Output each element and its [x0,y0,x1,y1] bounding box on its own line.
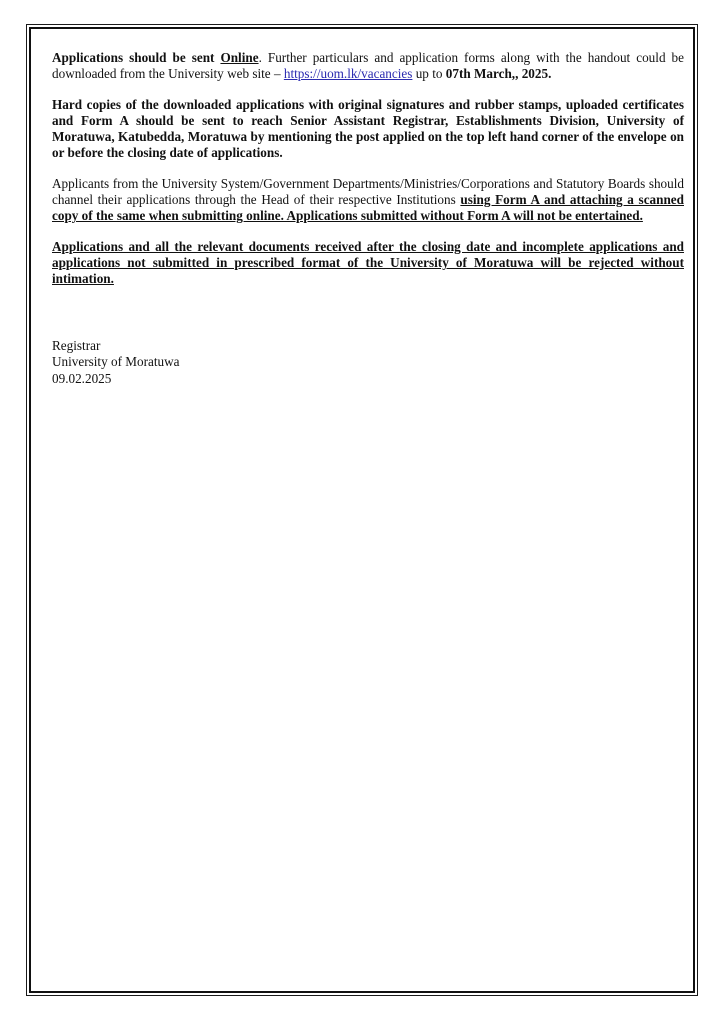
p3-form-a-emphasis: using Form A and attaching a scanned copy of the same when submitting online. Applications submitted without Form A will not be entertained. [52,192,684,224]
p1-deadline-date: 07th March,, 2025. [445,66,552,82]
p1-online-emphasis: Online [220,50,259,65]
page-blank-area [52,387,684,1007]
signature-block [52,338,684,388]
paragraph-late-applications-rejected: Applications and all the relevant documents received after the closing date and incomplete applications and applications not submitted in prescribed format of the University of Moratuwa will be rejected without intimation. [52,238,684,287]
signature-date: 09.02.2025 [52,370,112,386]
paragraph-online-applications [52,50,684,83]
signature-title: Registrar [52,337,101,353]
p1-after-link-text: up to [412,66,446,82]
paragraph-government-applicants [52,176,684,225]
paragraph-hard-copies: Hard copies of the downloaded applications with original signatures and rubber stamps, uploaded certificates and Form A should be sent to reach Senior Assistant Registrar, Establishments Division, University of Moratuwa, Katubedda, Moratuwa by mentioning the post applied on the top left hand corner of the envelope on or before the closing date of applications. [52,96,684,161]
vacancies-link[interactable]: https://uom.lk/vacancies [283,66,413,82]
signature-institution: University of Moratuwa [52,354,180,370]
p1-body-text: . Further particulars and application forms along with the handout could be downloaded from the University web site – [52,50,685,82]
page-outer-border [26,24,698,996]
p3-normal-text: Applicants from the University System/Government Departments/Ministries/Corporations and Statutory Boards should channel their applications through the Head of their respective Institutions [52,175,684,208]
page-inner-border [29,27,695,993]
p1-lead-bold: Applications should be sent [52,50,221,65]
document-content [52,50,684,1007]
